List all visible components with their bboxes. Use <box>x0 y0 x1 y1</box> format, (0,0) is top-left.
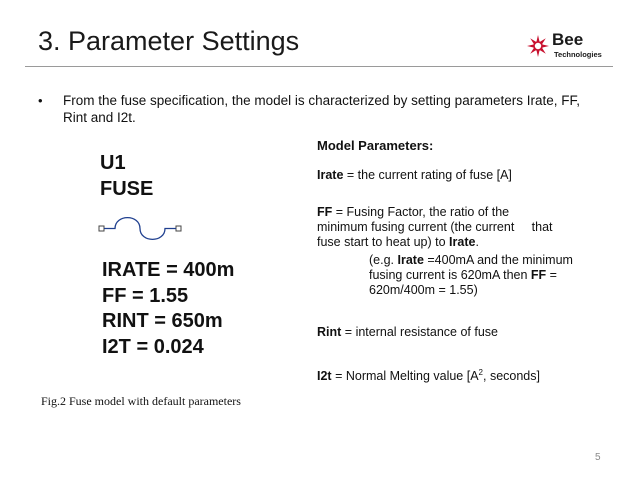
model-parameters-heading: Model Parameters: <box>317 138 434 153</box>
irate-definition <box>317 168 512 183</box>
fuse-symbol-icon <box>95 203 190 249</box>
ff-name: FF <box>317 205 333 219</box>
param-rint: RINT = 650m <box>102 310 223 332</box>
i2t-equals: = <box>331 369 346 384</box>
rint-name: Rint <box>317 325 342 339</box>
example-bold: Irate <box>397 253 424 267</box>
bullet-line: Rint and I2t. <box>63 110 136 125</box>
irate-description: the current rating of fuse [A] <box>357 168 512 182</box>
ff-description-line: Fusing Factor, the ratio of the <box>346 205 510 219</box>
ff-equals: = <box>332 205 347 219</box>
ff-description-line: minimum fusing current (the current that <box>317 220 553 234</box>
bee-technologies-logo <box>524 31 614 61</box>
bullet-line: From the fuse specification, the model is characterized by setting parameters Irate, FF, <box>63 93 580 108</box>
ff-description-end: . <box>475 235 479 249</box>
title-divider <box>25 66 613 67</box>
page-number: 5 <box>595 452 601 463</box>
figure-caption: Fig.2 Fuse model with default parameters <box>41 394 241 408</box>
example-bold: FF <box>530 268 547 282</box>
logo-wordmark: Bee <box>552 30 584 49</box>
bullet-text <box>63 92 618 126</box>
i2t-definition <box>317 365 540 384</box>
ff-definition <box>317 205 553 250</box>
example-text: fusing current is 620mA then <box>369 268 531 282</box>
rint-equals: = <box>341 325 356 339</box>
ff-description-bold: Irate <box>449 235 476 249</box>
irate-name: Irate <box>317 168 344 182</box>
irate-equals: = <box>343 168 358 182</box>
i2t-description: Normal Melting value [A <box>345 369 479 384</box>
rint-description: internal resistance of fuse <box>355 325 499 339</box>
rint-definition <box>317 325 498 340</box>
i2t-description-end: , seconds] <box>483 369 540 384</box>
symbol-type: FUSE <box>100 178 154 200</box>
param-ff: FF = 1.55 <box>102 284 189 307</box>
fuse-default-parameters <box>102 258 234 360</box>
example-text: 620m/400m = 1.55) <box>369 283 478 297</box>
i2t-name: I2t <box>317 369 332 384</box>
symbol-name: U1 <box>100 152 126 174</box>
param-i2t: I2T = 0.024 <box>102 335 204 358</box>
example-text: (e.g. <box>369 253 398 267</box>
param-irate: IRATE = 400m <box>102 259 235 281</box>
example-text: =400mA and the minimum <box>423 253 573 267</box>
example-text: = <box>546 268 557 282</box>
slide-title: 3. Parameter Settings <box>38 26 300 56</box>
ff-description-line: fuse start to heat up) to <box>317 235 450 249</box>
logo-subtitle: Technologies <box>554 50 602 59</box>
bullet-marker: • <box>38 93 43 108</box>
ff-example <box>369 253 573 298</box>
i2t-superscript: 2 <box>478 368 483 377</box>
